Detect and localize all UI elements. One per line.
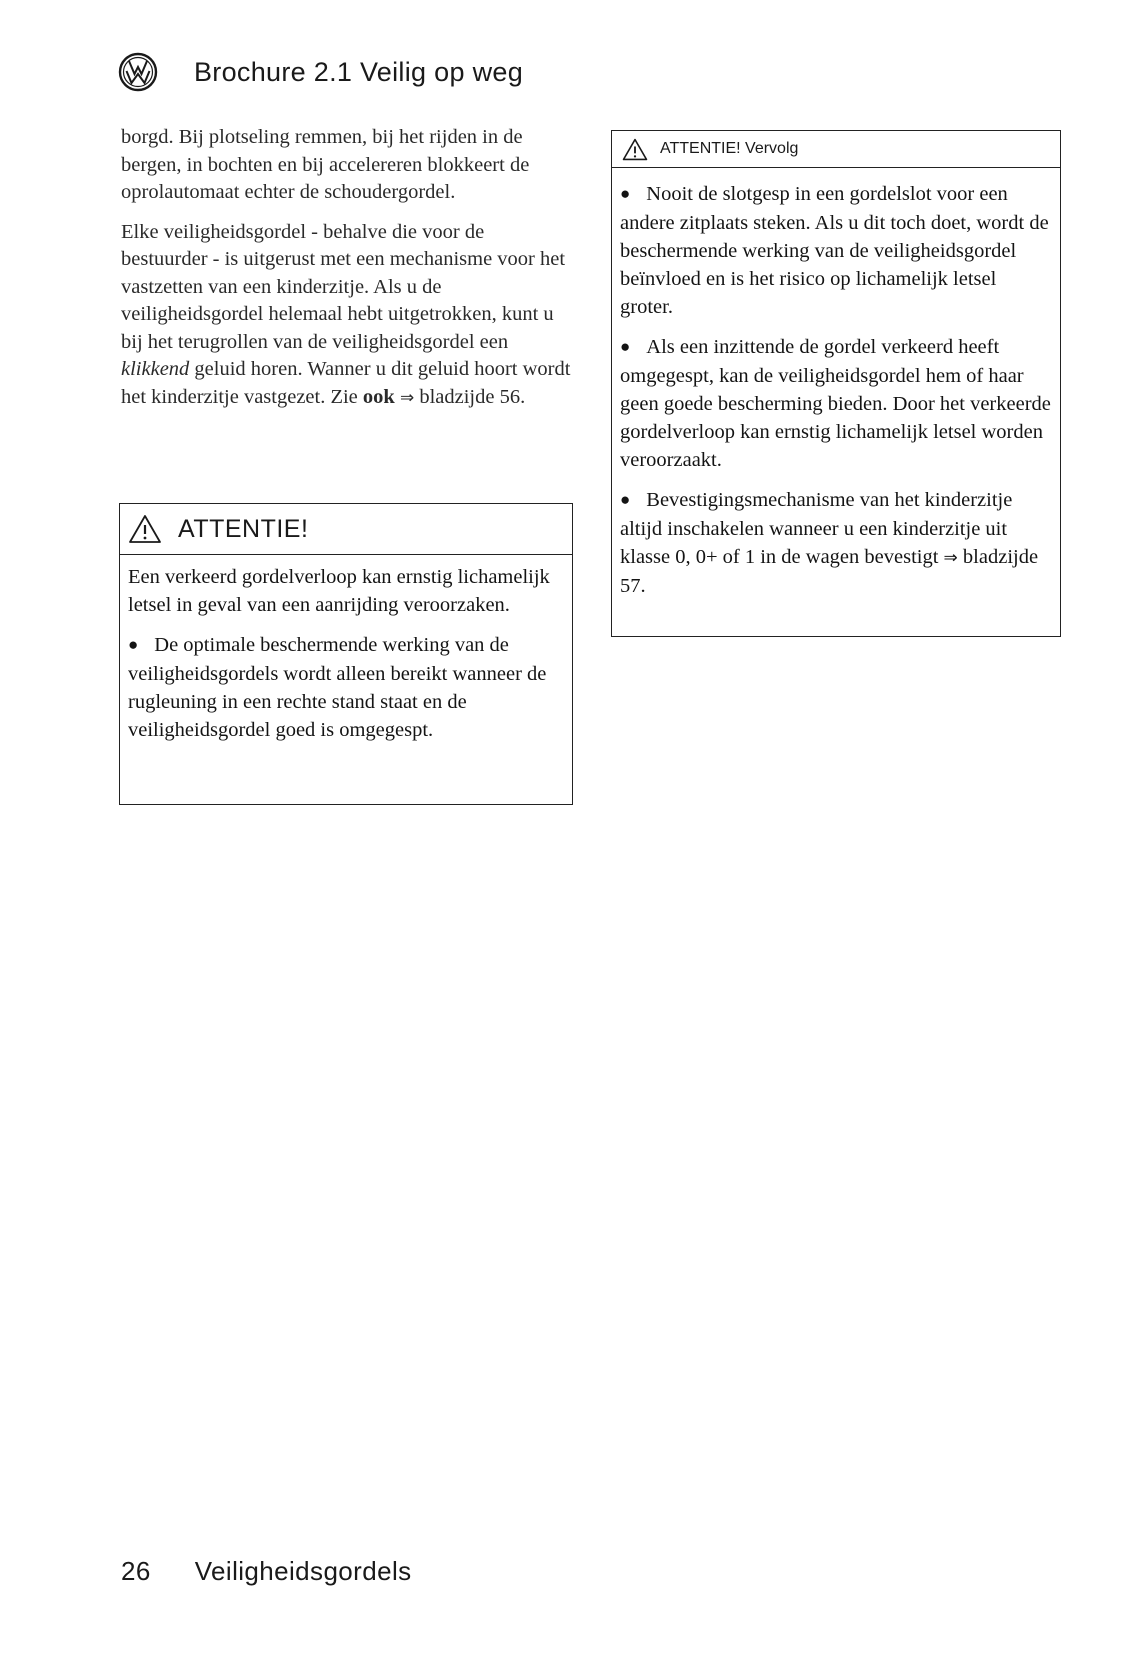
warning-title: ATTENTIE! [178, 514, 309, 543]
vw-logo-icon [118, 52, 158, 92]
page-reference[interactable]: bladzijde 56. [414, 385, 526, 408]
page-reference[interactable]: bladzijde 57. [620, 546, 1039, 597]
page-title: Brochure 2.1 Veilig op weg [194, 56, 524, 87]
page-number: 26 [121, 1556, 151, 1586]
list-item [128, 631, 564, 744]
list-item-text: Als een inzittende de gordel verkeerd heeft omgegespt, kan de veiligheidsgordel hem of haar geen goede bescherming bieden. Door het verkeerde gordelverloop kan ernstig lichamelijk letsel worden veroorzaakt. [620, 336, 1051, 471]
list-item-text: De optimale beschermende werking van de veiligheidsgordels wordt alleen bereikt wanneer de rugleuning in een rechte stand staat en de veiligheidsgordel goed is omgegespt. [128, 634, 547, 741]
warning-triangle-icon [128, 514, 162, 544]
paragraph-text: geluid horen. Wanner u dit geluid hoort wordt het kinderzitje vastgezet. Zie [121, 358, 571, 408]
italic-word: klikkend [121, 358, 190, 380]
warning-box-continued [611, 130, 1061, 637]
reference-bold: ook [362, 385, 395, 408]
list-item-text: Nooit de slotgesp in een gordelslot voor een andere zitplaats steken. Als u dit toch doet, wordt de beschermende werking van de veiligheidsgordel beïnvloed en is het risico op lichamelijk letsel groter. [620, 183, 1049, 318]
paragraph [121, 219, 571, 413]
warning-header [120, 504, 572, 555]
warning-header [612, 131, 1060, 168]
warning-title: ATTENTIE! Vervolg [660, 140, 799, 157]
warning-text: Een verkeerd gordelverloop kan ernstig lichamelijk letsel in geval van een aanrijding veroorzaken. [128, 566, 550, 616]
page-header [118, 52, 523, 92]
warning-body [612, 168, 1060, 600]
page-footer [121, 1556, 412, 1587]
warning-box [119, 503, 573, 805]
arrow-icon: ⇒ [399, 387, 415, 408]
list-item [620, 333, 1052, 474]
list-item-text: Bevestigingsmechanisme van het kinderzitje altijd inschakelen wanneer u een kinderzitje uit klasse 0, 0+ of 1 in de wagen bevestigt [620, 489, 1013, 568]
list-item [620, 180, 1052, 321]
warning-body [120, 555, 572, 744]
arrow-icon: ⇒ [943, 548, 958, 568]
left-column [121, 124, 571, 424]
paragraph-text: Elke veiligheidsgordel - behalve die voor de bestuurder - is uitgerust met een mechanisme voor het vastzetten van een kinderzitje. Als u de veiligheidsgordel helemaal hebt uitgetrokken, kunt u bij het terugrollen van de veiligheidsgordel een [121, 220, 566, 353]
bullet-icon: ● [620, 184, 631, 203]
bullet-icon: ● [620, 337, 631, 356]
bullet-icon: ● [620, 490, 631, 509]
paragraph: borgd. Bij plotseling remmen, bij het rijden in de bergen, in bochten en bij accelereren blokkeert de oprolautomaat echter de schoudergordel. [121, 126, 530, 203]
section-title: Veiligheidsgordels [194, 1556, 412, 1586]
warning-triangle-icon [622, 138, 648, 161]
bullet-icon: ● [128, 635, 139, 654]
list-item [620, 486, 1052, 600]
